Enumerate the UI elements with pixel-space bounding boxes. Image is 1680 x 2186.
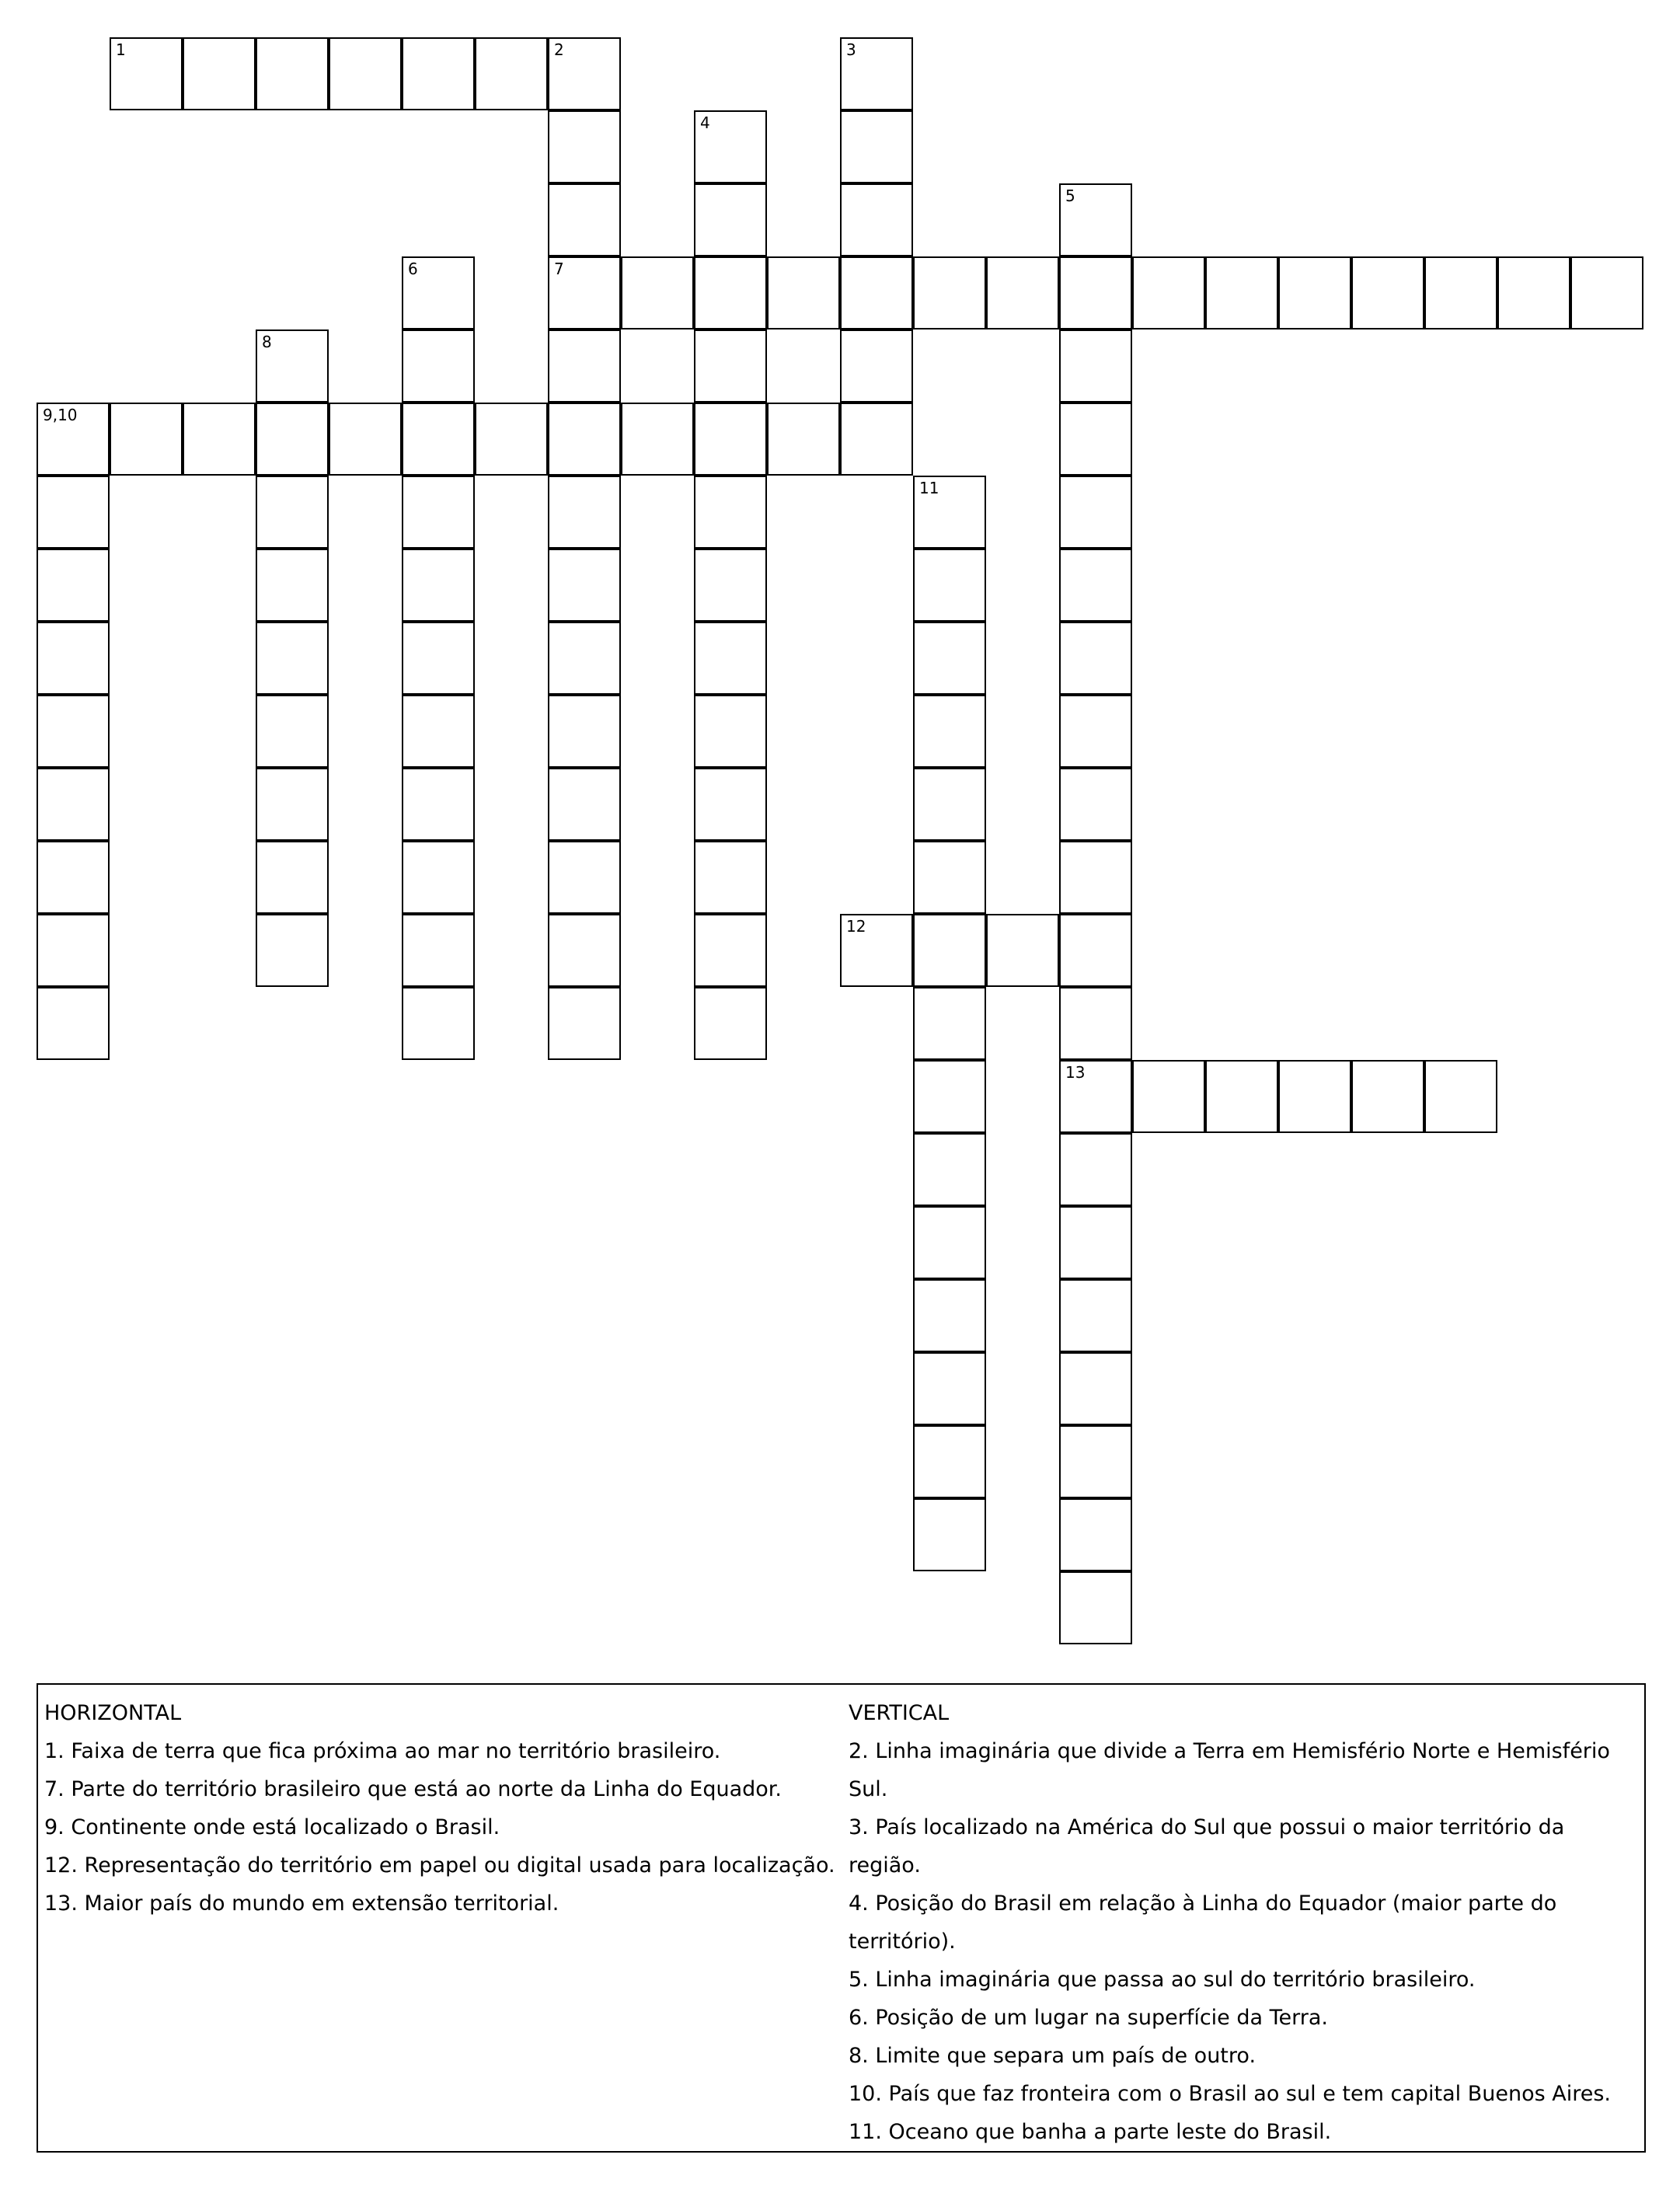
grid-cell[interactable] — [913, 549, 986, 622]
grid-cell[interactable] — [913, 1060, 986, 1133]
grid-cell[interactable] — [548, 110, 621, 183]
grid-cell[interactable] — [1132, 256, 1205, 329]
grid-cell[interactable] — [840, 256, 913, 329]
grid-cell[interactable] — [913, 1352, 986, 1425]
grid-cell[interactable] — [183, 37, 256, 110]
grid-cell[interactable] — [402, 622, 475, 695]
clue-number: 8 — [262, 333, 272, 351]
grid-cell[interactable] — [1059, 768, 1132, 841]
grid-cell[interactable] — [767, 256, 840, 329]
grid-cell[interactable] — [37, 476, 110, 549]
grid-cell[interactable] — [183, 403, 256, 476]
grid-cell[interactable] — [1059, 329, 1132, 403]
clue-v-10: 10. País que faz fronteira com o Brasil ao sul e tem capital Buenos Aires. — [849, 2082, 1611, 2106]
grid-cell[interactable] — [256, 549, 329, 622]
grid-cell[interactable] — [1059, 1279, 1132, 1352]
grid-cell[interactable] — [402, 37, 475, 110]
clue-v-2: 2. Linha imaginária que divide a Terra em Hemisfério Norte e Hemisfério Sul. — [849, 1739, 1610, 1801]
vertical-clues — [849, 1694, 1641, 2151]
grid-cell[interactable] — [1059, 841, 1132, 914]
grid-cell[interactable] — [402, 768, 475, 841]
grid-cell[interactable] — [1059, 1425, 1132, 1498]
grid-cell[interactable] — [37, 622, 110, 695]
grid-cell[interactable] — [329, 403, 402, 476]
grid-cell[interactable] — [913, 256, 986, 329]
clue-v-3: 3. País localizado na América do Sul que possui o maior território da região. — [849, 1815, 1565, 1877]
grid-cell[interactable] — [694, 403, 767, 476]
grid-cell[interactable] — [694, 183, 767, 256]
grid-cell[interactable] — [767, 403, 840, 476]
clue-number: 13 — [1065, 1063, 1086, 1082]
grid-cell[interactable] — [1059, 987, 1132, 1060]
grid-cell[interactable] — [694, 768, 767, 841]
grid-cell[interactable] — [694, 987, 767, 1060]
grid-cell[interactable] — [548, 841, 621, 914]
grid-cell[interactable] — [694, 476, 767, 549]
grid-cell[interactable] — [621, 403, 694, 476]
grid-cell[interactable] — [913, 622, 986, 695]
grid-cell[interactable] — [913, 1425, 986, 1498]
grid-cell[interactable] — [548, 476, 621, 549]
grid-cell[interactable] — [913, 1279, 986, 1352]
grid-cell[interactable] — [37, 841, 110, 914]
grid-cell[interactable] — [1132, 1060, 1205, 1133]
grid-cell[interactable] — [694, 549, 767, 622]
grid-cell[interactable] — [402, 914, 475, 987]
grid-cell[interactable] — [256, 841, 329, 914]
grid-cell[interactable] — [1059, 622, 1132, 695]
grid-cell[interactable] — [256, 622, 329, 695]
grid-cell[interactable] — [694, 256, 767, 329]
grid-cell[interactable] — [548, 329, 621, 403]
grid-cell[interactable] — [37, 695, 110, 768]
clue-number: 12 — [846, 917, 866, 936]
grid-cell[interactable] — [840, 403, 913, 476]
grid-cell[interactable] — [37, 768, 110, 841]
clues-box — [37, 1683, 1646, 2153]
grid-cell[interactable] — [1570, 256, 1643, 329]
grid-cell[interactable] — [913, 1206, 986, 1279]
grid-cell[interactable] — [110, 403, 183, 476]
grid-cell[interactable] — [694, 695, 767, 768]
grid-cell[interactable] — [256, 37, 329, 110]
grid-cell[interactable] — [1059, 256, 1132, 329]
grid-cell[interactable] — [402, 987, 475, 1060]
grid-cell[interactable] — [1059, 549, 1132, 622]
clue-number: 2 — [554, 40, 564, 59]
grid-cell[interactable] — [256, 695, 329, 768]
vertical-heading: VERTICAL — [849, 1701, 950, 1725]
clue-number: 5 — [1065, 187, 1075, 205]
grid-cell[interactable] — [1059, 403, 1132, 476]
clue-h-12: 12. Representação do território em papel ou digital usada para localização. — [44, 1853, 835, 1877]
grid-cell[interactable] — [402, 841, 475, 914]
grid-cell[interactable] — [1059, 1352, 1132, 1425]
grid-cell[interactable] — [548, 549, 621, 622]
clue-h-1: 1. Faixa de terra que fica próxima ao mar no território brasileiro. — [44, 1739, 721, 1763]
grid-cell[interactable] — [1351, 1060, 1424, 1133]
grid-cell[interactable] — [402, 329, 475, 403]
clue-v-5: 5. Linha imaginária que passa ao sul do território brasileiro. — [849, 1968, 1476, 1992]
grid-cell[interactable] — [256, 403, 329, 476]
grid-cell[interactable] — [256, 476, 329, 549]
grid-cell[interactable] — [1059, 695, 1132, 768]
grid-cell[interactable] — [256, 768, 329, 841]
grid-cell[interactable] — [1424, 1060, 1497, 1133]
grid-cell[interactable] — [548, 914, 621, 987]
clue-number: 6 — [408, 260, 418, 278]
grid-cell[interactable] — [1205, 256, 1278, 329]
clue-number: 3 — [846, 40, 856, 59]
grid-cell[interactable] — [548, 403, 621, 476]
grid-cell[interactable] — [1059, 1498, 1132, 1571]
clue-v-6: 6. Posição de um lugar na superfície da Terra. — [849, 2006, 1329, 2030]
grid-cell[interactable] — [475, 37, 548, 110]
grid-cell[interactable] — [256, 914, 329, 987]
grid-cell[interactable] — [986, 256, 1059, 329]
grid-cell[interactable] — [402, 476, 475, 549]
grid-cell[interactable] — [548, 183, 621, 256]
clue-number: 9,10 — [43, 406, 78, 424]
horizontal-heading: HORIZONTAL — [44, 1701, 182, 1725]
grid-cell[interactable] — [1059, 476, 1132, 549]
grid-cell[interactable] — [621, 256, 694, 329]
grid-cell[interactable] — [840, 183, 913, 256]
clue-h-9: 9. Continente onde está localizado o Brasil. — [44, 1815, 500, 1839]
grid-cell[interactable] — [913, 987, 986, 1060]
grid-cell[interactable] — [986, 914, 1059, 987]
grid-cell[interactable] — [1059, 1206, 1132, 1279]
grid-cell[interactable] — [913, 1133, 986, 1206]
clue-v-4: 4. Posição do Brasil em relação à Linha do Equador (maior parte do território). — [849, 1891, 1557, 1954]
clue-h-7: 7. Parte do território brasileiro que está ao norte da Linha do Equador. — [44, 1777, 782, 1801]
grid-cell[interactable] — [694, 622, 767, 695]
grid-cell[interactable] — [1424, 256, 1497, 329]
grid-cell[interactable] — [37, 987, 110, 1060]
grid-cell[interactable] — [1497, 256, 1570, 329]
grid-cell[interactable] — [402, 695, 475, 768]
clue-number: 1 — [116, 40, 126, 59]
grid-cell[interactable] — [402, 549, 475, 622]
grid-cell[interactable] — [1351, 256, 1424, 329]
grid-cell[interactable] — [475, 403, 548, 476]
grid-cell[interactable] — [840, 329, 913, 403]
grid-cell[interactable] — [1059, 914, 1132, 987]
grid-cell[interactable] — [37, 549, 110, 622]
grid-cell[interactable] — [694, 914, 767, 987]
grid-cell[interactable] — [694, 841, 767, 914]
grid-cell[interactable] — [694, 329, 767, 403]
grid-cell[interactable] — [329, 37, 402, 110]
grid-cell[interactable] — [1278, 256, 1351, 329]
clue-v-8: 8. Limite que separa um país de outro. — [849, 2044, 1257, 2068]
clue-v-11: 11. Oceano que banha a parte leste do Brasil. — [849, 2120, 1332, 2144]
grid-cell[interactable] — [913, 914, 986, 987]
grid-cell[interactable] — [913, 841, 986, 914]
grid-cell[interactable] — [1205, 1060, 1278, 1133]
grid-cell[interactable] — [1059, 1571, 1132, 1644]
grid-cell[interactable] — [1278, 1060, 1351, 1133]
grid-cell[interactable] — [913, 768, 986, 841]
grid-cell[interactable] — [913, 1498, 986, 1571]
clue-number: 4 — [700, 113, 710, 132]
clue-number: 7 — [554, 260, 564, 278]
grid-cell[interactable] — [913, 695, 986, 768]
grid-cell[interactable] — [1059, 1133, 1132, 1206]
grid-cell[interactable] — [548, 987, 621, 1060]
grid-cell[interactable] — [402, 403, 475, 476]
grid-cell[interactable] — [548, 622, 621, 695]
horizontal-clues — [44, 1694, 837, 1923]
clue-number: 11 — [919, 479, 939, 497]
grid-cell[interactable] — [840, 110, 913, 183]
clue-h-13: 13. Maior país do mundo em extensão territorial. — [44, 1891, 559, 1916]
grid-cell[interactable] — [37, 914, 110, 987]
grid-cell[interactable] — [548, 768, 621, 841]
grid-cell[interactable] — [548, 695, 621, 768]
